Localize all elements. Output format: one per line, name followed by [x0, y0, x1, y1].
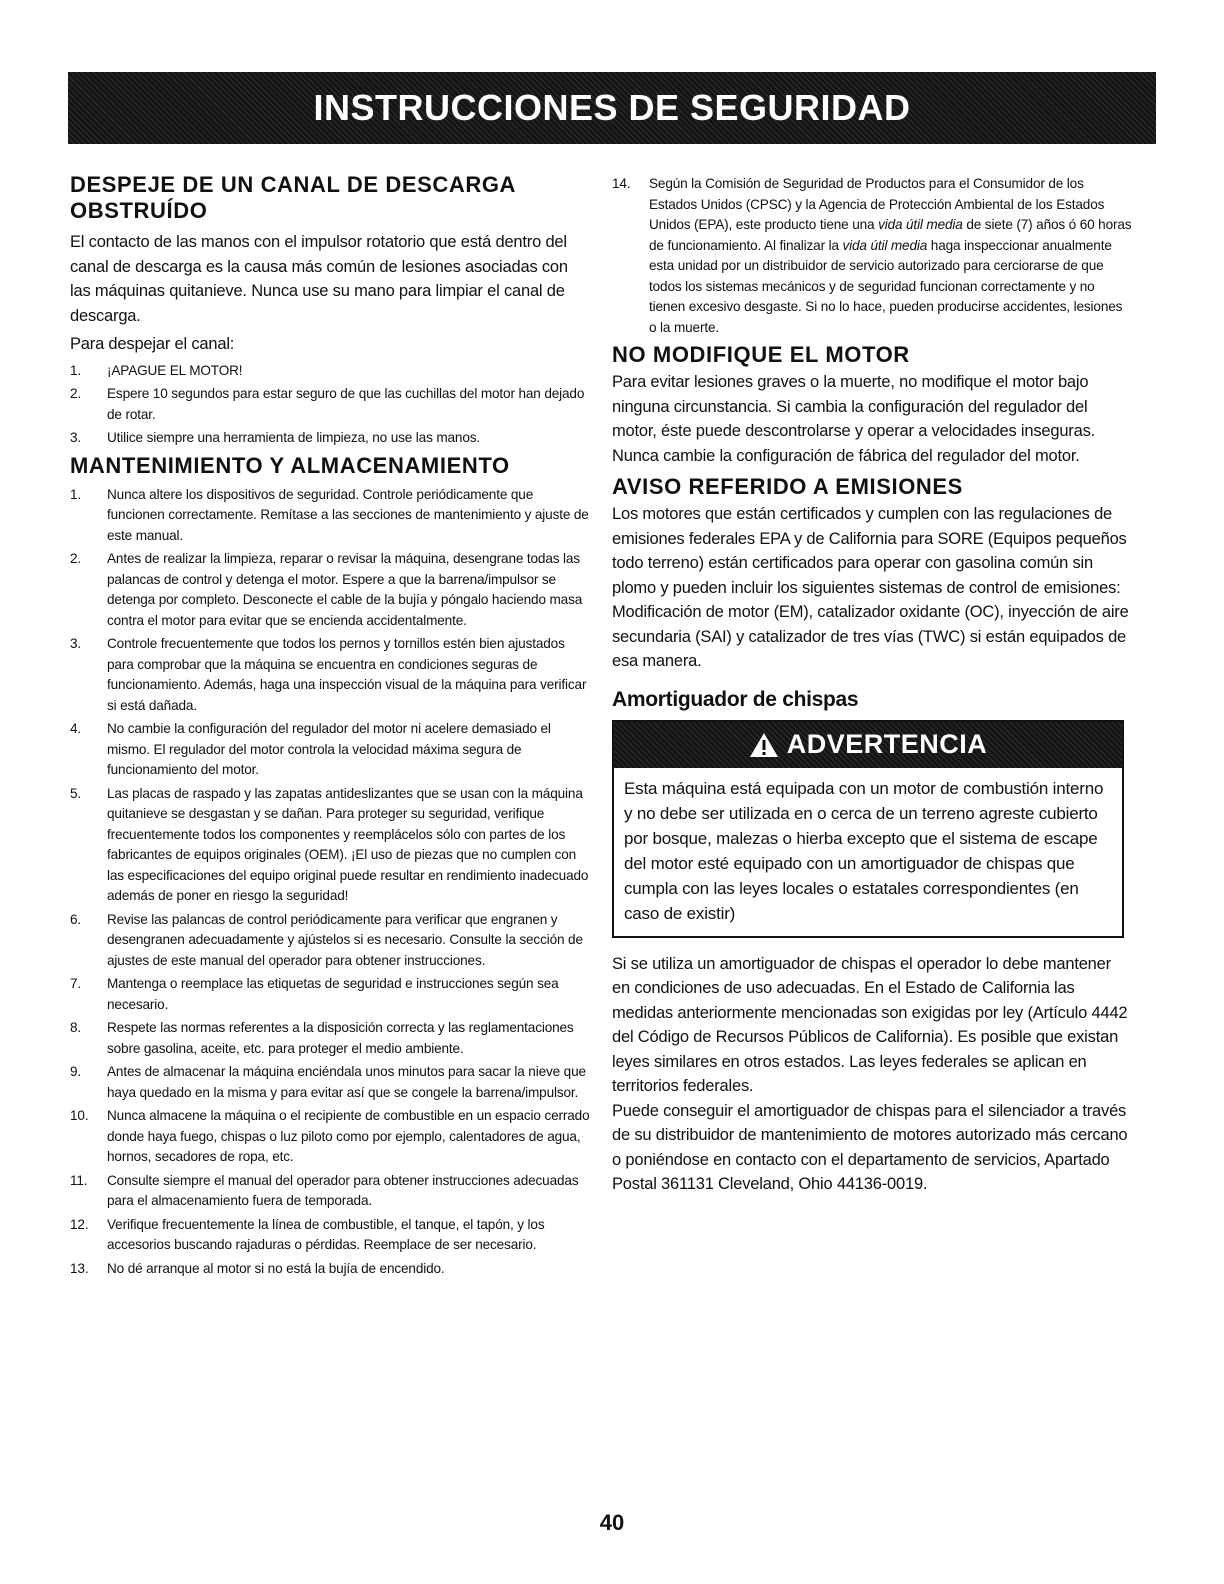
list-item: 2. Antes de realizar la limpieza, reparar o revisar la máquina, desengrane todas las palancas de control y detenga el motor. Espere a que la barrena/impulsor se detenga por completo. Desconecte el cable de la bujía y póngalo haciendo masa contra el motor para evitar que se encienda accidentalmente. — [70, 551, 583, 628]
section-heading-amortiguador: Amortiguador de chispas — [612, 687, 859, 711]
list-item: 13. No dé arranque al motor si no está la bujía de encendido. — [70, 1260, 445, 1276]
section-body: Si se utiliza un amortiguador de chispas el operador lo debe mantener en condiciones de uso adecuadas. En el Estado de California las medidas anteriormente mencionadas son exigidas por ley (Artículo 4442 del Código de Recursos Públicos de California). Es posible que existan leyes similares en otros estados. Las leyes federales se aplican en territorios federales. — [612, 954, 1128, 1095]
list-item: 14. Según la Comisión de Seguridad de Productos para el Consumidor de los Estados Unidos (CPSC) y la Agencia de Protección Ambiental de los Estados Unidos (EPA), este producto tiene una vida útil media de siete (7) años ó 60 horas de funcionamiento. Al finalizar la vida útil media haga inspeccionar anualmente esta unidad por un distribuidor de servicio autorizado para cerciorarse de que todos los sistemas mecánicos y de seguridad funcionan correctamente y no tienen excesivo desgaste. Si no lo hace, pueden producirse accidentes, lesiones o la muerte. — [612, 176, 1132, 335]
warning-triangle-icon — [749, 732, 779, 758]
section-heading-despeje — [70, 172, 590, 224]
list-item: 12. Verifique frecuentemente la línea de combustible, el tanque, el tapón, y los accesorios buscando rajaduras o pérdidas. Reemplace de ser necesario. — [70, 1216, 545, 1252]
section-body: Puede conseguir el amortiguador de chispas para el silenciador a través de su distribuidor de mantenimiento de motores autorizado más cercano o poniéndose en contacto con el departamento de servicios, Apartado Postal 361131 Cleveland, Ohio 44136-0019. — [612, 1101, 1128, 1193]
list-item: 4. No cambie la configuración del regulador del motor ni acelere demasiado el mismo. El regulador del motor controla la velocidad máxima segura de funcionamiento del motor. — [70, 721, 551, 777]
section-heading-emisiones: AVISO REFERIDO A EMISIONES — [612, 474, 963, 499]
list-lead: Para despejar el canal: — [70, 335, 235, 353]
list-item: 1. ¡APAGUE EL MOTOR! — [70, 362, 243, 378]
title-banner — [68, 72, 1156, 144]
warning-label: ADVERTENCIA — [786, 729, 988, 759]
mantenimiento-list — [70, 485, 590, 1280]
list-item: 3. Controle frecuentemente que todos los pernos y tornillos estén bien ajustados para comprobar que la máquina se encuentra en condiciones seguras de funcionamiento. Además, haga una inspección visual de la máquina para verificar si está dañada. — [70, 636, 587, 713]
warning-header — [614, 722, 1122, 768]
right-column — [612, 172, 1132, 1201]
heading-line-2: OBSTRUÍDO — [70, 198, 208, 223]
mantenimiento-list-continued — [612, 174, 1132, 338]
heading-line-1: DESPEJE DE UN CANAL DE DESCARGA — [70, 172, 517, 197]
list-item: 1. Nunca altere los dispositivos de seguridad. Controle periódicamente que funcionen correctamente. Remítase a las secciones de mantenimiento y ajuste de este manual. — [70, 486, 589, 543]
list-item: 7. Mantenga o reemplace las etiquetas de seguridad e instrucciones según sea necesario. — [70, 976, 559, 1012]
list-item: 8. Respete las normas referentes a la disposición correcta y las reglamentaciones sobre gasolina, aceite, etc. para proteger el medio ambiente. — [70, 1020, 574, 1056]
list-item: 6. Revise las palancas de control periódicamente para verificar que engranen y desengranen adecuadamente y ajústelos si es necesario. Consulte la sección de ajustes de este manual del operador para obtener instrucciones. — [70, 911, 583, 968]
list-item: 11. Consulte siempre el manual del operador para obtener instrucciones adecuadas para el almacenamiento fuera de temporada. — [70, 1172, 579, 1208]
page-title: INSTRUCCIONES DE SEGURIDAD — [313, 87, 911, 128]
section-body: Para evitar lesiones graves o la muerte, no modifique el motor bajo ninguna circunstancia. Si cambia la configuración del regulador del motor, éste puede descontrolarse y operar a velocidades inseguras. Nunca cambie la configuración de fábrica del regulador del motor. — [612, 373, 1096, 465]
left-column — [70, 172, 590, 1283]
warning-text: Esta máquina está equipada con un motor de combustión interno y no debe ser utilizada en o cerca de un terreno agreste cubierto por bosque, malezas o hierba excepto que el sistema de escape del motor esté equipado con un amortiguador de chispas que cumpla con las leyes locales o estatales correspondientes (en caso de existir) — [624, 778, 1104, 923]
page-number: 40 — [599, 1510, 625, 1535]
list-item: 2. Espere 10 segundos para estar seguro de que las cuchillas del motor han dejado de rotar. — [70, 386, 585, 422]
section-heading-no-modifique: NO MODIFIQUE EL MOTOR — [612, 342, 910, 367]
list-item: 9. Antes de almacenar la máquina enciéndala unos minutos para sacar la nieve que haya quedado en la misma y para evitar así que se congele la barrena/impulsor. — [70, 1064, 586, 1100]
section-heading-mantenimiento: MANTENIMIENTO Y ALMACENAMIENTO — [70, 452, 510, 478]
list-item: 3. Utilice siempre una herramienta de limpieza, no use las manos. — [70, 430, 481, 445]
despeje-steps — [70, 361, 590, 449]
list-item: 5. Las placas de raspado y las zapatas antideslizantes que se usan con la máquina quitanieve se desgastan y se dañan. Para proteger su seguridad, verifique frecuentemente todos los componentes y reemplácelos sólo con partes de los fabricantes de equipos originales (OEM). ¡El uso de piezas que no cumplen con las especificaciones del equipo original puede resultar en rendimiento inadecuado además de poner en riesgo la seguridad! — [70, 785, 589, 903]
section-body: Los motores que están certificados y cumplen con las regulaciones de emisiones federales EPA y de California para SORE (Equipos pequeños todo terreno) están certificados para operar con gasolina común sin plomo y pueden incluir los siguientes sistemas de control de emisiones: Modificación de motor (EM), catalizador oxidante (OC), inyección de aire secundaria (SAI) y catalizador de tres vías (TWC) si están equipados de esa manera. — [612, 505, 1129, 670]
warning-box — [612, 720, 1124, 938]
list-item: 10. Nunca almacene la máquina o el recipiente de combustible en un espacio cerrado donde haya fuego, chispas o luz piloto como por ejemplo, calentadores de agua, hornos, secadores de ropa, etc. — [70, 1108, 590, 1164]
section-intro: El contacto de las manos con el impulsor rotatorio que está dentro del canal de descarga es la causa más común de lesiones asociadas con las máquinas quitanieve. Nunca use su mano para limpiar el canal de descarga. — [70, 233, 568, 325]
